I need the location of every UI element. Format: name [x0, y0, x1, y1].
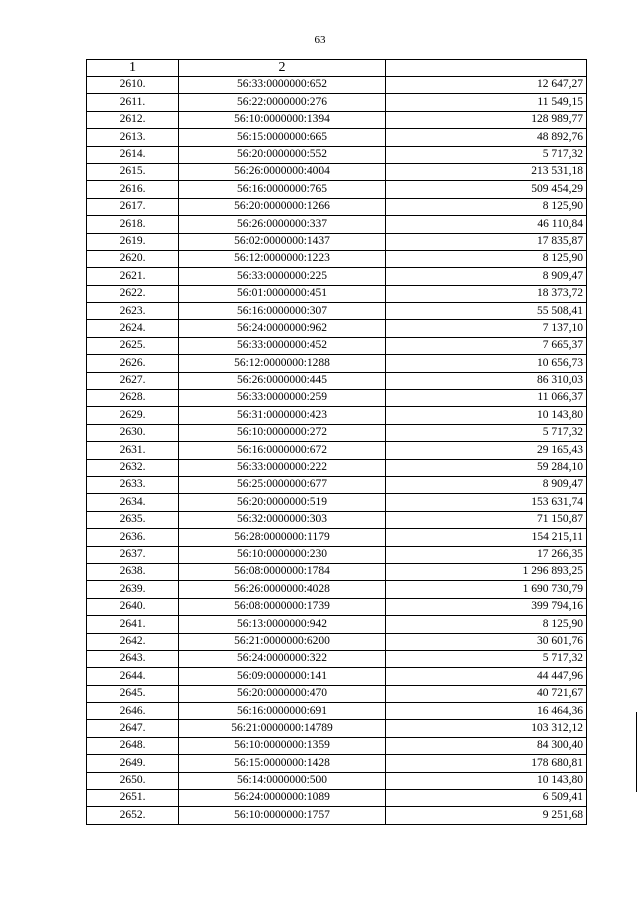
row-number-cell: 2628.: [87, 390, 179, 407]
table-row: [87, 424, 587, 441]
value-cell: 9 251,68: [386, 807, 587, 824]
table-row: [87, 755, 587, 772]
value-cell: 17 266,35: [386, 546, 587, 563]
row-number-cell: 2613.: [87, 129, 179, 146]
cadastral-number-cell: 56:26:0000000:4028: [179, 581, 386, 598]
value-cell: 8 909,47: [386, 268, 587, 285]
value-cell: 18 373,72: [386, 285, 587, 302]
value-cell: 399 794,16: [386, 598, 587, 615]
row-number-cell: 2641.: [87, 616, 179, 633]
cadastral-number-cell: 56:21:0000000:14789: [179, 720, 386, 737]
table-row: [87, 216, 587, 233]
value-cell: 154 215,11: [386, 529, 587, 546]
value-cell: 40 721,67: [386, 685, 587, 702]
row-number-cell: 2624.: [87, 320, 179, 337]
value-cell: 12 647,27: [386, 77, 587, 94]
table-row: [87, 581, 587, 598]
row-number-cell: 2626.: [87, 355, 179, 372]
value-cell: 46 110,84: [386, 216, 587, 233]
page-number: 63: [314, 34, 326, 46]
cadastral-number-cell: 56:15:0000000:1428: [179, 755, 386, 772]
value-cell: 10 143,80: [386, 772, 587, 789]
value-cell: 11 549,15: [386, 94, 587, 111]
table-row: [87, 390, 587, 407]
cadastral-number-cell: 56:24:0000000:322: [179, 650, 386, 667]
row-number-cell: 2651.: [87, 790, 179, 807]
row-number-cell: 2615.: [87, 163, 179, 180]
row-number-cell: 2646.: [87, 703, 179, 720]
row-number-cell: 2635.: [87, 511, 179, 528]
cadastral-number-cell: 56:08:0000000:1739: [179, 598, 386, 615]
cadastral-number-cell: 56:10:0000000:272: [179, 424, 386, 441]
table-row: [87, 285, 587, 302]
cadastral-number-cell: 56:02:0000000:1437: [179, 233, 386, 250]
row-number-cell: 2638.: [87, 563, 179, 580]
table-row: [87, 459, 587, 476]
table-row: [87, 668, 587, 685]
cadastral-number-cell: 56:16:0000000:672: [179, 442, 386, 459]
table-row: [87, 511, 587, 528]
value-cell: 8 909,47: [386, 476, 587, 493]
cadastral-number-cell: 56:16:0000000:307: [179, 303, 386, 320]
row-number-cell: 2636.: [87, 529, 179, 546]
row-number-cell: 2640.: [87, 598, 179, 615]
row-number-cell: 2623.: [87, 303, 179, 320]
cadastral-number-cell: 56:24:0000000:1089: [179, 790, 386, 807]
row-number-cell: 2627.: [87, 372, 179, 389]
row-number-cell: 2644.: [87, 668, 179, 685]
table-row: [87, 685, 587, 702]
value-cell: 8 125,90: [386, 250, 587, 267]
row-number-cell: 2634.: [87, 494, 179, 511]
value-cell: 5 717,32: [386, 650, 587, 667]
table-row: [87, 790, 587, 807]
table-row: [87, 163, 587, 180]
table-row: [87, 650, 587, 667]
row-number-cell: 2625.: [87, 337, 179, 354]
cadastral-number-cell: 56:22:0000000:276: [179, 94, 386, 111]
value-cell: 509 454,29: [386, 181, 587, 198]
value-cell: 8 125,90: [386, 198, 587, 215]
cadastral-number-cell: 56:10:0000000:1757: [179, 807, 386, 824]
table-row: [87, 94, 587, 111]
cadastral-number-cell: 56:31:0000000:423: [179, 407, 386, 424]
row-number-cell: 2610.: [87, 77, 179, 94]
table-row: [87, 268, 587, 285]
value-cell: 128 989,77: [386, 111, 587, 128]
value-cell: 103 312,12: [386, 720, 587, 737]
table-row: [87, 407, 587, 424]
table-row: [87, 111, 587, 128]
header-col-1: 1: [87, 60, 179, 77]
cadastral-number-cell: 56:21:0000000:6200: [179, 633, 386, 650]
row-number-cell: 2650.: [87, 772, 179, 789]
cadastral-number-cell: 56:13:0000000:942: [179, 616, 386, 633]
table-row: [87, 303, 587, 320]
row-number-cell: 2642.: [87, 633, 179, 650]
cadastral-number-cell: 56:33:0000000:652: [179, 77, 386, 94]
cadastral-number-cell: 56:26:0000000:445: [179, 372, 386, 389]
value-cell: 86 310,03: [386, 372, 587, 389]
value-cell: 48 892,76: [386, 129, 587, 146]
table-row: [87, 320, 587, 337]
row-number-cell: 2649.: [87, 755, 179, 772]
value-cell: 7 137,10: [386, 320, 587, 337]
row-number-cell: 2652.: [87, 807, 179, 824]
value-cell: 29 165,43: [386, 442, 587, 459]
value-cell: 10 656,73: [386, 355, 587, 372]
table-row: [87, 372, 587, 389]
cadastral-number-cell: 56:12:0000000:1288: [179, 355, 386, 372]
row-number-cell: 2620.: [87, 250, 179, 267]
cadastral-number-cell: 56:01:0000000:451: [179, 285, 386, 302]
value-cell: 5 717,32: [386, 424, 587, 441]
table-row: [87, 703, 587, 720]
row-number-cell: 2643.: [87, 650, 179, 667]
table-row: [87, 77, 587, 94]
cadastral-number-cell: 56:16:0000000:691: [179, 703, 386, 720]
edge-mark: [636, 712, 637, 792]
row-number-cell: 2614.: [87, 146, 179, 163]
cadastral-number-cell: 56:14:0000000:500: [179, 772, 386, 789]
row-number-cell: 2621.: [87, 268, 179, 285]
cadastral-number-cell: 56:10:0000000:1394: [179, 111, 386, 128]
value-cell: 1 296 893,25: [386, 563, 587, 580]
cadastral-number-cell: 56:10:0000000:1359: [179, 737, 386, 754]
table-row: [87, 807, 587, 824]
table-row: [87, 198, 587, 215]
row-number-cell: 2633.: [87, 476, 179, 493]
row-number-cell: 2630.: [87, 424, 179, 441]
cadastral-number-cell: 56:16:0000000:765: [179, 181, 386, 198]
value-cell: 213 531,18: [386, 163, 587, 180]
cadastral-number-cell: 56:08:0000000:1784: [179, 563, 386, 580]
table-row: [87, 737, 587, 754]
cadastral-number-cell: 56:09:0000000:141: [179, 668, 386, 685]
row-number-cell: 2611.: [87, 94, 179, 111]
value-cell: 71 150,87: [386, 511, 587, 528]
table-row: [87, 546, 587, 563]
value-cell: 1 690 730,79: [386, 581, 587, 598]
value-cell: 153 631,74: [386, 494, 587, 511]
row-number-cell: 2622.: [87, 285, 179, 302]
value-cell: 5 717,32: [386, 146, 587, 163]
cadastral-number-cell: 56:20:0000000:519: [179, 494, 386, 511]
cadastral-number-cell: 56:10:0000000:230: [179, 546, 386, 563]
row-number-cell: 2637.: [87, 546, 179, 563]
table-row: [87, 146, 587, 163]
table-row: [87, 442, 587, 459]
value-cell: 44 447,96: [386, 668, 587, 685]
table-row: [87, 129, 587, 146]
value-cell: 8 125,90: [386, 616, 587, 633]
cadastral-number-cell: 56:12:0000000:1223: [179, 250, 386, 267]
cadastral-number-cell: 56:24:0000000:962: [179, 320, 386, 337]
row-number-cell: 2639.: [87, 581, 179, 598]
value-cell: 17 835,87: [386, 233, 587, 250]
cadastral-number-cell: 56:20:0000000:1266: [179, 198, 386, 215]
cadastral-number-cell: 56:33:0000000:452: [179, 337, 386, 354]
row-number-cell: 2647.: [87, 720, 179, 737]
cadastral-number-cell: 56:15:0000000:665: [179, 129, 386, 146]
table-row: [87, 529, 587, 546]
row-number-cell: 2645.: [87, 685, 179, 702]
table-row: [87, 233, 587, 250]
row-number-cell: 2648.: [87, 737, 179, 754]
header-row: [87, 60, 587, 77]
cadastral-number-cell: 56:25:0000000:677: [179, 476, 386, 493]
cadastral-table: [86, 59, 587, 825]
table-row: [87, 250, 587, 267]
row-number-cell: 2619.: [87, 233, 179, 250]
value-cell: 84 300,40: [386, 737, 587, 754]
cadastral-number-cell: 56:33:0000000:222: [179, 459, 386, 476]
table-row: [87, 633, 587, 650]
value-cell: 55 508,41: [386, 303, 587, 320]
row-number-cell: 2618.: [87, 216, 179, 233]
cadastral-number-cell: 56:28:0000000:1179: [179, 529, 386, 546]
table-header: [87, 60, 587, 77]
row-number-cell: 2629.: [87, 407, 179, 424]
value-cell: 178 680,81: [386, 755, 587, 772]
row-number-cell: 2617.: [87, 198, 179, 215]
cadastral-number-cell: 56:26:0000000:4004: [179, 163, 386, 180]
row-number-cell: 2612.: [87, 111, 179, 128]
row-number-cell: 2632.: [87, 459, 179, 476]
header-col-2: 2: [179, 60, 386, 77]
cadastral-number-cell: 56:20:0000000:552: [179, 146, 386, 163]
table-row: [87, 355, 587, 372]
table-row: [87, 598, 587, 615]
row-number-cell: 2616.: [87, 181, 179, 198]
row-number-cell: 2631.: [87, 442, 179, 459]
table-row: [87, 772, 587, 789]
value-cell: 30 601,76: [386, 633, 587, 650]
value-cell: 11 066,37: [386, 390, 587, 407]
table-body: [87, 77, 587, 825]
value-cell: 59 284,10: [386, 459, 587, 476]
cadastral-number-cell: 56:32:0000000:303: [179, 511, 386, 528]
header-col-3: [386, 60, 587, 77]
table-row: [87, 494, 587, 511]
cadastral-number-cell: 56:20:0000000:470: [179, 685, 386, 702]
cadastral-number-cell: 56:26:0000000:337: [179, 216, 386, 233]
value-cell: 16 464,36: [386, 703, 587, 720]
table-row: [87, 476, 587, 493]
table-row: [87, 616, 587, 633]
table-row: [87, 563, 587, 580]
table-row: [87, 720, 587, 737]
cadastral-number-cell: 56:33:0000000:225: [179, 268, 386, 285]
value-cell: 10 143,80: [386, 407, 587, 424]
value-cell: 7 665,37: [386, 337, 587, 354]
table-row: [87, 337, 587, 354]
table-row: [87, 181, 587, 198]
cadastral-number-cell: 56:33:0000000:259: [179, 390, 386, 407]
value-cell: 6 509,41: [386, 790, 587, 807]
